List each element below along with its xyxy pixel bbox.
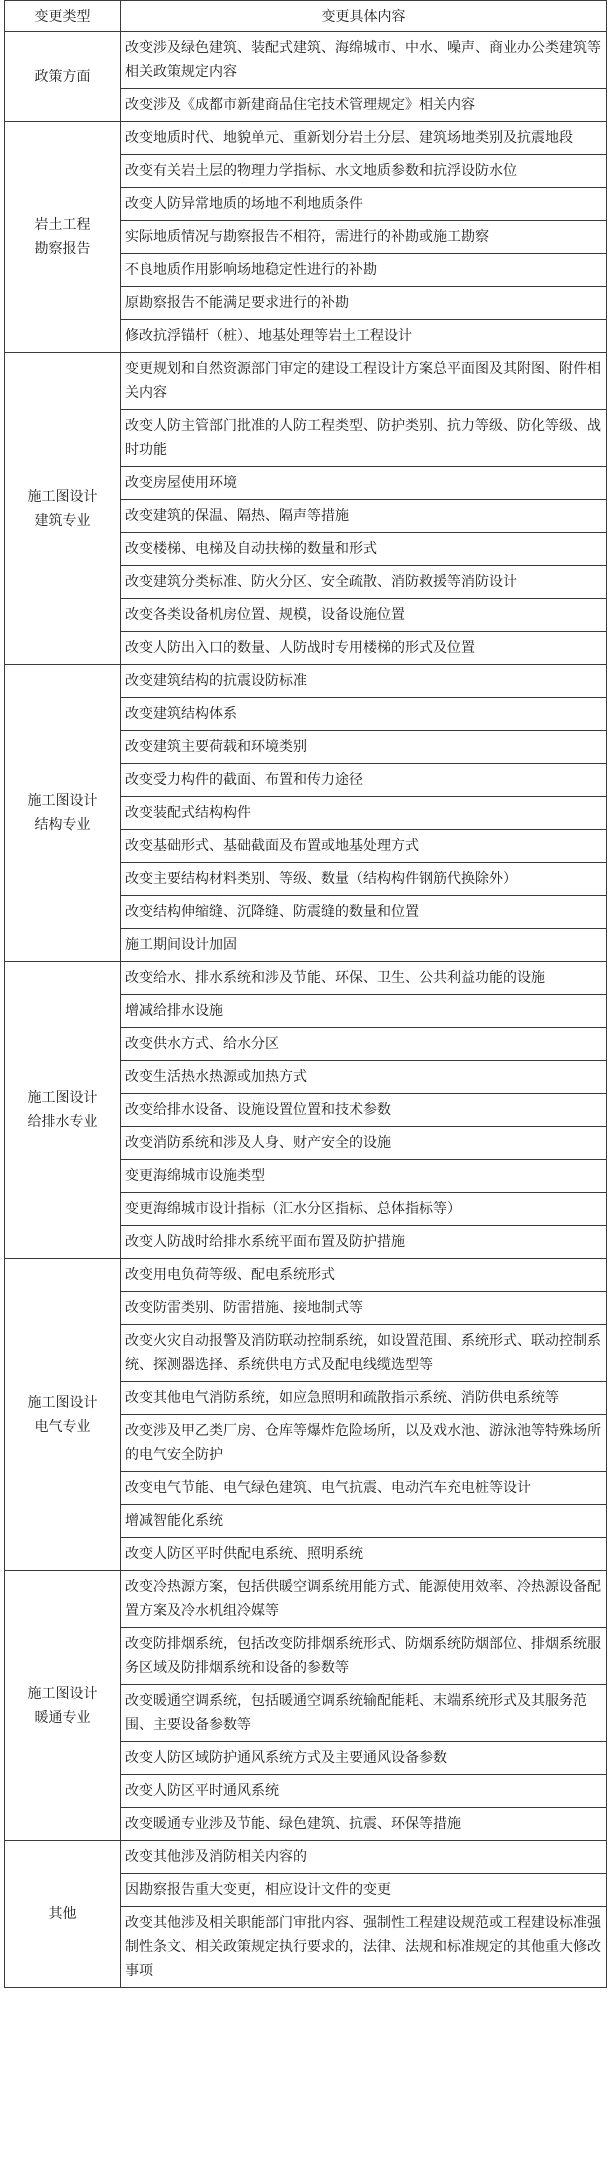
change-item: 改变供水方式、给水分区 <box>121 1028 607 1061</box>
change-type-table <box>4 0 607 1988</box>
change-item: 改变建筑结构的抗震设防标准 <box>121 665 607 698</box>
change-item: 改变人防出入口的数量、人防战时专用楼梯的形式及位置 <box>121 632 607 665</box>
category-label: 结构专业 <box>34 817 91 833</box>
change-item: 修改抗浮锚杆（桩）、地基处理等岩土工程设计 <box>121 320 607 353</box>
header-change-type: 变更类型 <box>5 1 121 32</box>
change-item: 改变人防异常地质的场地不利地质条件 <box>121 188 607 221</box>
category-label: 岩土工程 <box>34 217 91 233</box>
category-label: 建筑专业 <box>34 512 91 529</box>
change-item: 因勘察报告重大变更，相应设计文件的变更 <box>121 1874 607 1907</box>
change-item: 改变人防区平时供配电系统、照明系统 <box>121 1538 607 1571</box>
change-item: 变更海绵城市设施类型 <box>121 1160 607 1193</box>
category-label: 施工图设计 <box>27 1685 98 1702</box>
change-item: 改变装配式结构构件 <box>121 797 607 830</box>
change-item: 改变电气节能、电气绿色建筑、电气抗震、电动汽车充电桩等设计 <box>121 1472 607 1505</box>
change-item: 改变地质时代、地貌单元、重新划分岩土分层、建筑场地类别及抗震地段 <box>121 122 607 155</box>
change-item: 改变建筑分类标准、防火分区、安全疏散、消防救援等消防设计 <box>121 566 607 599</box>
category-label: 施工图设计 <box>27 793 98 809</box>
change-item: 变更海绵城市设计指标（汇水分区指标、总体指标等） <box>121 1193 607 1226</box>
change-item: 改变防排烟系统，包括改变防排烟系统形式、防烟系统防烟部位、排烟系统服务区域及防排烟系统和设备的参数等 <box>121 1628 607 1685</box>
change-item: 改变给水、排水系统和涉及节能、环保、卫生、公共利益功能的设施 <box>121 962 607 995</box>
table-row <box>5 1571 607 1628</box>
change-item: 改变消防系统和涉及人身、财产安全的设施 <box>121 1127 607 1160</box>
category-label: 暖通专业 <box>34 1709 91 1726</box>
header-change-content: 变更具体内容 <box>121 1 607 32</box>
table-row <box>5 665 607 698</box>
category-label: 施工图设计 <box>27 488 98 505</box>
category-label: 给排水专业 <box>27 1114 98 1130</box>
change-item: 改变给排水设备、设施设置位置和技术参数 <box>121 1094 607 1127</box>
change-item: 变更规划和自然资源部门审定的建设工程设计方案总平面图及其附图、附件相关内容 <box>121 353 607 410</box>
change-item: 改变其他涉及相关职能部门审批内容、强制性工程建设规范或工程建设标准强制性条文、相关政策规定执行要求的，法律、法规和标准规定的其他重大修改事项 <box>121 1907 607 1988</box>
category-cell <box>5 1571 121 1841</box>
category-cell <box>5 1841 121 1988</box>
change-item: 实际地质情况与勘察报告不相符，需进行的补勘或施工勘察 <box>121 221 607 254</box>
change-item: 改变建筑的保温、隔热、隔声等措施 <box>121 500 607 533</box>
change-item: 改变人防区域防护通风系统方式及主要通风设备参数 <box>121 1742 607 1775</box>
table-row <box>5 962 607 995</box>
header-row <box>5 1 607 32</box>
change-item: 不良地质作用影响场地稳定性进行的补勘 <box>121 254 607 287</box>
change-item: 改变主要结构材料类别、等级、数量（结构构件钢筋代换除外） <box>121 863 607 896</box>
change-item: 原勘察报告不能满足要求进行的补勘 <box>121 287 607 320</box>
category-label: 政策方面 <box>34 68 91 85</box>
table-row <box>5 1841 607 1874</box>
change-item: 增减智能化系统 <box>121 1505 607 1538</box>
change-item: 改变其他涉及消防相关内容的 <box>121 1841 607 1874</box>
change-item: 改变人防战时给排水系统平面布置及防护措施 <box>121 1226 607 1259</box>
table-row <box>5 32 607 89</box>
change-item: 改变防雷类别、防雷措施、接地制式等 <box>121 1292 607 1325</box>
table-row <box>5 1259 607 1292</box>
table-header <box>5 1 607 32</box>
change-item: 改变涉及绿色建筑、装配式建筑、海绵城市、中水、噪声、商业办公类建筑等相关政策规定内容 <box>121 32 607 89</box>
category-label: 勘察报告 <box>34 241 91 257</box>
category-cell <box>5 665 121 962</box>
category-cell <box>5 353 121 665</box>
category-label: 施工图设计 <box>27 1090 98 1106</box>
category-cell <box>5 122 121 353</box>
change-item: 改变人防区平时通风系统 <box>121 1775 607 1808</box>
category-label: 电气专业 <box>34 1418 91 1435</box>
change-item: 改变基础形式、基础截面及布置或地基处理方式 <box>121 830 607 863</box>
category-label: 其他 <box>48 1906 77 1922</box>
category-cell <box>5 1259 121 1571</box>
change-item: 改变冷热源方案，包括供暖空调系统用能方式、能源使用效率、冷热源设备配置方案及冷水机组冷媒等 <box>121 1571 607 1628</box>
category-label: 施工图设计 <box>27 1394 98 1411</box>
category-cell <box>5 962 121 1259</box>
change-item: 改变生活热水热源或加热方式 <box>121 1061 607 1094</box>
change-item: 改变建筑结构体系 <box>121 698 607 731</box>
change-item: 改变涉及《成都市新建商品住宅技术管理规定》相关内容 <box>121 89 607 122</box>
change-item: 施工期间设计加固 <box>121 929 607 962</box>
change-item: 改变结构伸缩缝、沉降缝、防震缝的数量和位置 <box>121 896 607 929</box>
change-item: 改变楼梯、电梯及自动扶梯的数量和形式 <box>121 533 607 566</box>
change-item: 改变有关岩土层的物理力学指标、水文地质参数和抗浮设防水位 <box>121 155 607 188</box>
change-item: 改变受力构件的截面、布置和传力途径 <box>121 764 607 797</box>
table-row <box>5 122 607 155</box>
change-item: 改变火灾自动报警及消防联动控制系统，如设置范围、系统形式、联动控制系统、探测器选择、系统供电方式及配电线缆选型等 <box>121 1325 607 1382</box>
table-body <box>5 32 607 1988</box>
change-item: 增减给排水设施 <box>121 995 607 1028</box>
change-item: 改变用电负荷等级、配电系统形式 <box>121 1259 607 1292</box>
category-cell <box>5 32 121 122</box>
table-row <box>5 353 607 410</box>
change-item: 改变各类设备机房位置、规模，设备设施位置 <box>121 599 607 632</box>
change-item: 改变建筑主要荷载和环境类别 <box>121 731 607 764</box>
change-item: 改变暖通专业涉及节能、绿色建筑、抗震、环保等措施 <box>121 1808 607 1841</box>
change-item: 改变涉及甲乙类厂房、仓库等爆炸危险场所，以及戏水池、游泳池等特殊场所的电气安全防护 <box>121 1415 607 1472</box>
change-item: 改变暖通空调系统，包括暖通空调系统输配能耗、末端系统形式及其服务范围、主要设备参数等 <box>121 1685 607 1742</box>
change-item: 改变房屋使用环境 <box>121 467 607 500</box>
change-item: 改变人防主管部门批准的人防工程类型、防护类别、抗力等级、防化等级、战时功能 <box>121 410 607 467</box>
change-item: 改变其他电气消防系统，如应急照明和疏散指示系统、消防供电系统等 <box>121 1382 607 1415</box>
